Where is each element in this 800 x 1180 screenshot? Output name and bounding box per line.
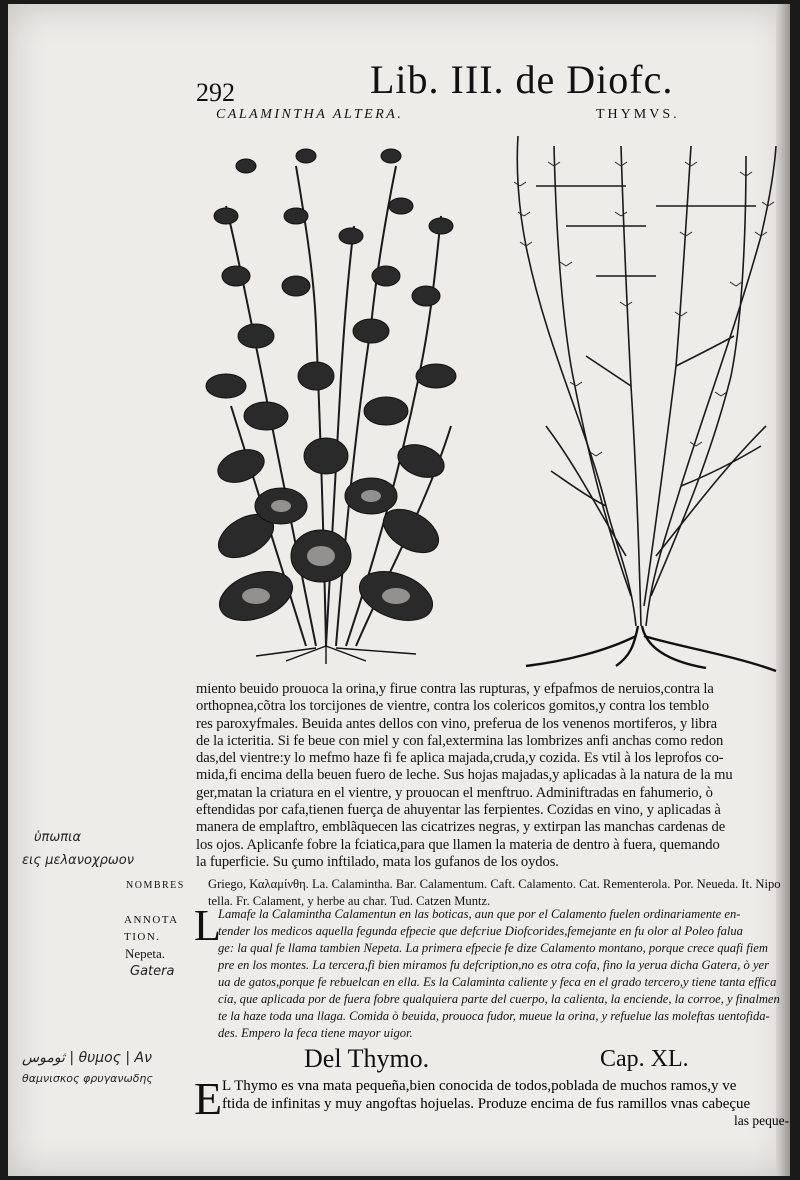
annotation-text: [218, 906, 788, 1042]
names-text: [208, 876, 788, 910]
chapter-number: Cap. XL.: [600, 1046, 689, 1072]
side-note-nepeta: Nepeta.: [125, 946, 166, 961]
woodcut-thymus: [506, 126, 788, 678]
text-line: miento beuido prouoca la orina,y firue contra las rupturas, y efpafmos de neruios,contra la: [196, 681, 714, 697]
annotation-label-line: ANNOTA: [124, 914, 179, 926]
annotation-line: te la haze toda una llaga. Comida ò beuida, prouoca fudor, mueue la orina, y refuelue las moleftas uentofida-: [218, 1009, 770, 1023]
text-line: das,del vientre:y lo mefmo haze fi fe aplica majada,cruda,y cozida. Es vtil à los leprofos co-: [196, 750, 724, 767]
text-line: res paroxyfmales. Beuida antes dellos con vino, preferua de los venenos mortiferos, y libra: [196, 715, 717, 732]
names-line: tella. Fr. Calament, y herbe au char. Tud. Catzen Muntz.: [208, 894, 491, 908]
page-number: 292: [196, 78, 235, 107]
text-line: ger,matan la criatura en el vientre, y prouocan el menftruo. Adminiftradas en fahumerio, ò: [196, 784, 713, 801]
text-line: manera de emplaftro, emblãquecen las cicatrizes negras, y extirpan las manchas cardenas de: [196, 819, 726, 836]
annotation-line: Lamafe la Calamintha Calamentun en las boticas, aun que por el Calamento fuelen ordinariamente en-: [218, 907, 741, 921]
caption-thymus: THYMVS.: [596, 107, 680, 122]
annotation-line: pre en los montes. La tercera,fi bien miramos fu defcription,no es otra cofa, fino la yerua dicha Gatera, ò yer: [218, 958, 770, 972]
text-line: de la icteritia. Si fe beue con miel y con fal,extermina las lombrizes anfi anchas como redon: [196, 732, 724, 749]
caption-calamintha: CALAMINTHA ALTERA.: [216, 107, 404, 122]
text-line: los ojos. Aplicanfe fobre la fciatica,para que llamen la materia de dentro à fuera, quemando: [196, 836, 720, 853]
annotation-line: cia, que aplicada por de fuera fobre qualquiera parte del cuerpo, la calienta, la enciende, la corroe, y finalmen: [218, 992, 780, 1006]
text-line: mida,fi encima della beuen fuero de leche. Sus hojas majadas,y aplicadas à la natura de la mu: [196, 767, 733, 784]
chapter-line: L Thymo es vna mata pequeña,bien conocida de todos,poblada de muchos ramos,y ve: [222, 1078, 737, 1094]
names-line: Griego, Καλαμίνθη. La. Calamintha. Bar. Calamentum. Caft. Calamento. Cat. Rementerola. Por. Neueda. It. Nipo: [208, 877, 781, 891]
running-head: Lib. III. de Diofc.: [370, 57, 674, 102]
annotation-line: des. Empero la feca tiene mayor uigor.: [218, 1026, 413, 1040]
text-line: la fuperficie. Su çumo inftilado, mata los gufanos de los oydos.: [196, 853, 559, 870]
chapter-line: ftida de infinitas y muy angoftas hojuelas. Produze encima de fus ramillos vnas cabeçue: [222, 1096, 751, 1112]
annotation-dropcap: L: [194, 901, 221, 950]
annotation-line: tender los medicos aquella fegunda efpecie que defcriue Diofcorides,femejante en fu olor al Poleo falua: [218, 924, 743, 938]
catchword: las peque-: [734, 1113, 790, 1128]
handwritten-note: θαμνισκος φρυγανωδης: [22, 1072, 153, 1085]
text-line: eftendidas por cafa,tienen fuerça de ahuyentar las ferpientes. Cozidas en vino, y aplicadas à: [196, 802, 721, 819]
handwritten-note: ὑπωπια: [34, 830, 82, 845]
annotation-line: ua de gatos,porque fe rebuelcan en ella. Es la Calaminta caliente y feca en el grado tercero,y tiene tanta effica: [218, 975, 777, 989]
chapter-dropcap: E: [194, 1073, 223, 1124]
handwritten-note: ثوموس | θυμος | Αν: [22, 1050, 152, 1066]
woodcut-calamintha: [186, 126, 466, 666]
chapter-text: [222, 1077, 788, 1113]
book-page: [8, 4, 790, 1176]
handwritten-note: εις μελανοχρωον: [22, 853, 135, 868]
chapter-title: Del Thymo.: [304, 1044, 430, 1073]
annotation-line: ge: la qual fe llama tambien Nepeta. La primera efpecie fe dize Calamento montano, porque crece quafi fiem: [218, 941, 768, 955]
annotation-label: [124, 912, 179, 946]
main-text: [196, 681, 786, 871]
annotation-label-line: TION.: [124, 931, 161, 943]
text-line: orthopnea,cõtra los torcijones de vientre, contra los colericos gomitos,y contra los temblo: [196, 698, 709, 715]
names-label: NOMBRES: [126, 880, 185, 891]
handwritten-note: Gatera: [130, 964, 175, 979]
